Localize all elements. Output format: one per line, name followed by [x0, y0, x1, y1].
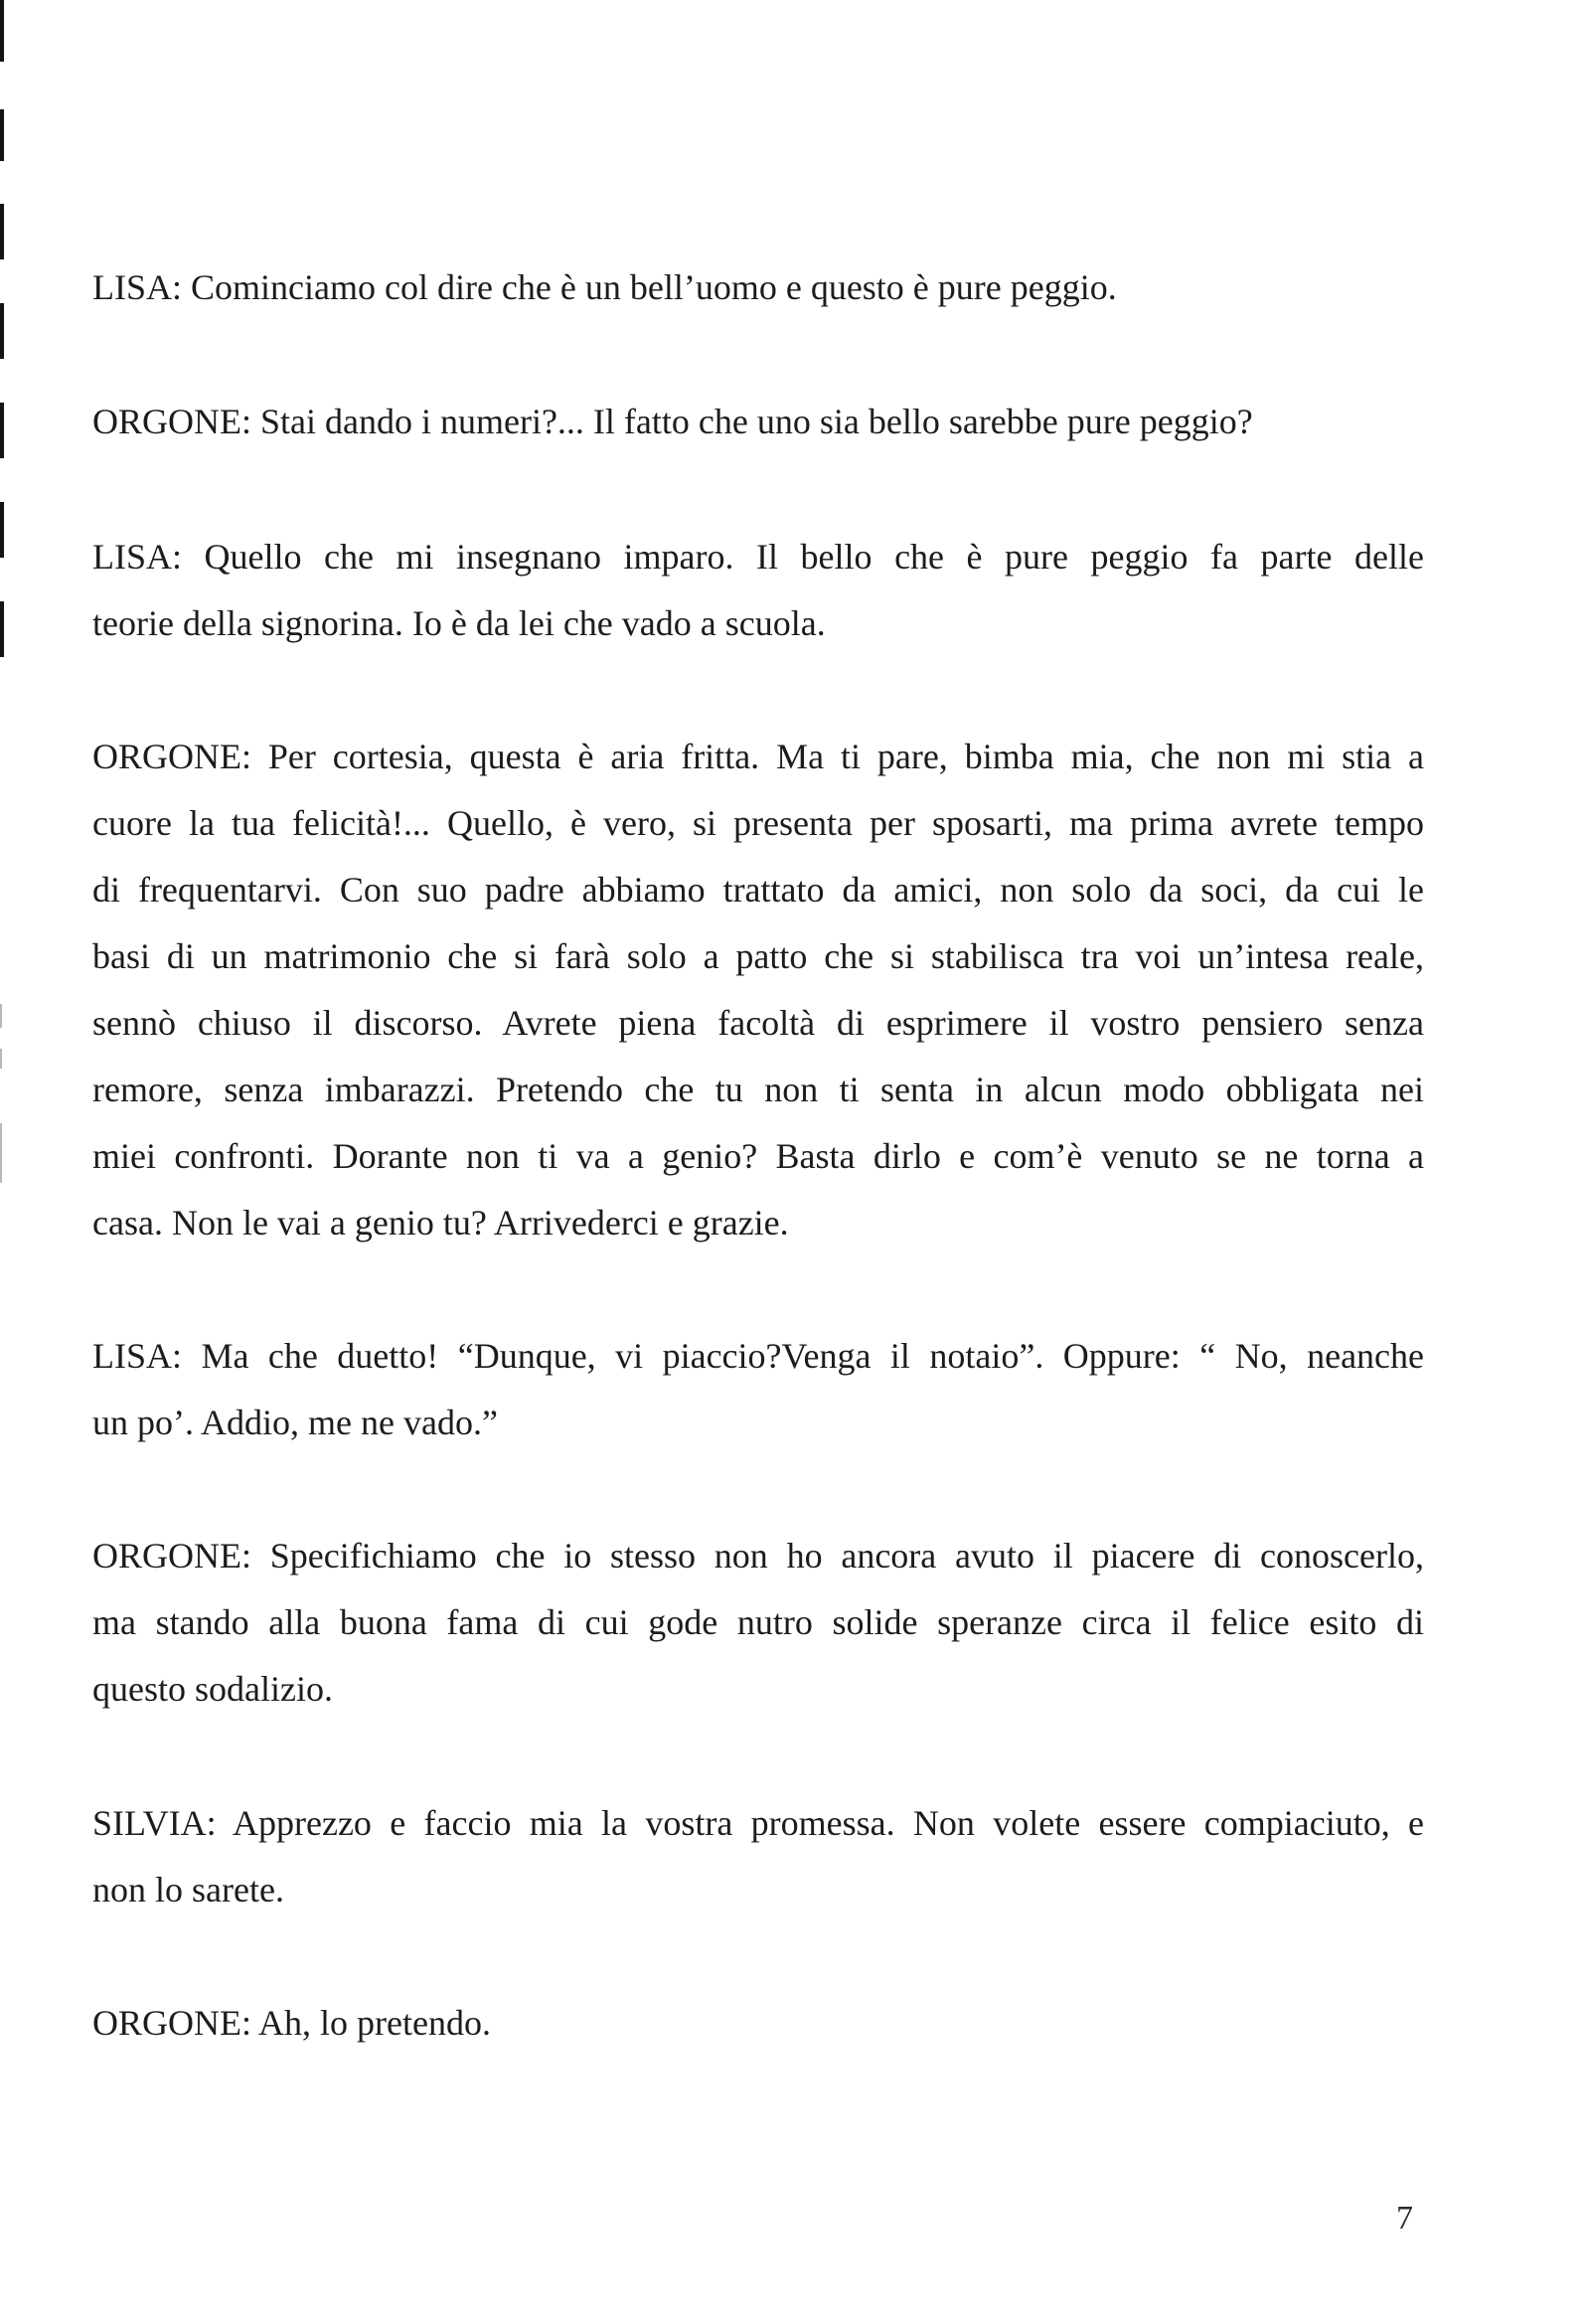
text-line: remore, senza imbarazzi. Pretendo che tu non ti senta in alcun modo obbligata nei [92, 1070, 1424, 1109]
scan-edge-mark [0, 502, 4, 558]
text-line: casa. Non le vai a genio tu? Arrivederci e grazie. [92, 1203, 789, 1243]
page-number: 7 [1396, 2200, 1413, 2237]
text-line: questo sodalizio. [92, 1669, 333, 1709]
text-line: LISA: Ma che duetto! “Dunque, vi piaccio?Venga il notaio”. Oppure: “ No, neanche [92, 1336, 1424, 1376]
scan-edge-mark [0, 1123, 2, 1183]
text-line: ORGONE: Ah, lo pretendo. [92, 2003, 491, 2043]
text-line: LISA: Cominciamo col dire che è un bell’uomo e questo è pure peggio. [92, 267, 1117, 307]
scan-edge-mark [0, 109, 4, 161]
text-line: non lo sarete. [92, 1870, 284, 1909]
text-line: miei confronti. Dorante non ti va a genio? Basta dirlo e com’è venuto se ne torna a [92, 1136, 1424, 1176]
scan-edge-mark [0, 204, 4, 259]
scan-edge-mark [0, 1049, 2, 1069]
text-line: ORGONE: Per cortesia, questa è aria fritta. Ma ti pare, bimba mia, che non mi stia a [92, 737, 1424, 776]
text-line: ma stando alla buona fama di cui gode nutro solide speranze circa il felice esito di [92, 1602, 1424, 1642]
text-line: di frequentarvi. Con suo padre abbiamo trattato da amici, non solo da soci, da cui le [92, 870, 1424, 910]
text-line: teorie della signorina. Io è da lei che vado a scuola. [92, 603, 826, 643]
scan-edge-mark [0, 0, 4, 62]
text-line: un po’. Addio, me ne vado.” [92, 1403, 498, 1442]
text-line: LISA: Quello che mi insegnano imparo. Il bello che è pure peggio fa parte delle [92, 537, 1424, 577]
text-line: ORGONE: Specifichiamo che io stesso non ho ancora avuto il piacere di conoscerlo, [92, 1536, 1424, 1576]
text-line: sennò chiuso il discorso. Avrete piena facoltà di esprimere il vostro pensiero senza [92, 1003, 1424, 1043]
scan-edge-mark [0, 1004, 2, 1028]
text-line: cuore la tua felicità!... Quello, è vero, si presenta per sposarti, ma prima avrete tempo [92, 803, 1424, 843]
text-line: ORGONE: Stai dando i numeri?... Il fatto che uno sia bello sarebbe pure peggio? [92, 402, 1253, 441]
text-line: basi di un matrimonio che si farà solo a patto che si stabilisca tra voi un’intesa reale, [92, 936, 1424, 976]
scan-edge-mark [0, 403, 4, 458]
scan-edge-mark [0, 601, 4, 657]
scan-edge-mark [0, 303, 4, 359]
text-line: SILVIA: Apprezzo e faccio mia la vostra promessa. Non volete essere compiaciuto, e [92, 1803, 1424, 1843]
